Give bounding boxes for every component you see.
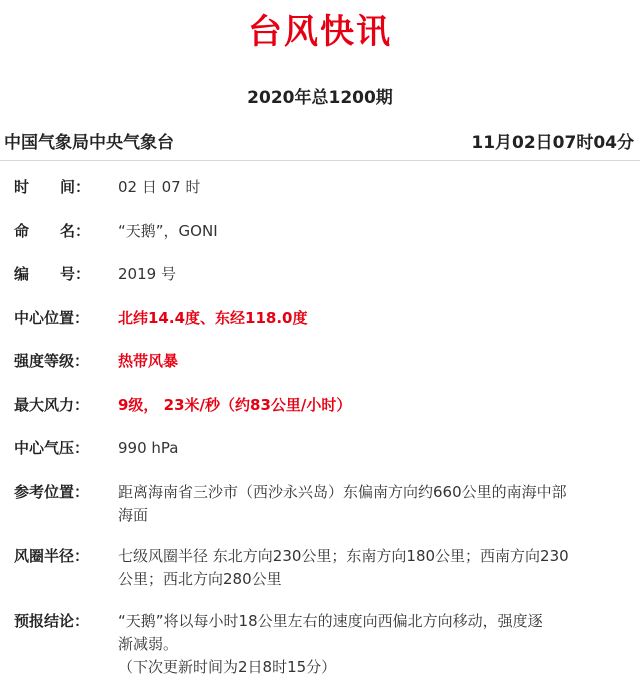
- center-position-value: 北纬14.4度、东经118.0度: [118, 309, 308, 327]
- name-label-b: 名：: [59, 222, 90, 240]
- name-value: “天鹅”，GONI: [118, 222, 218, 240]
- reference-position-line1: 距离海南省三沙市（西沙永兴岛）东偏南方向约660公里的南海中部: [118, 483, 567, 501]
- wind-radius-line2: 公里；西北方向280公里: [118, 570, 282, 588]
- intensity-label: 强度等级：: [14, 352, 90, 370]
- forecast-line1: “天鹅”将以每小时18公里左右的速度向西偏北方向移动，强度逐: [118, 612, 543, 630]
- wind-radius-value: [118, 545, 618, 591]
- center-pressure-label: 中心气压：: [14, 439, 90, 457]
- forecast-next-update: （下次更新时间为2日8时15分）: [118, 658, 337, 676]
- meta-row: [4, 131, 634, 155]
- center-pressure-value: 990 hPa: [118, 439, 179, 457]
- name-label: [14, 220, 90, 243]
- reference-position-label: 参考位置：: [14, 483, 90, 501]
- reference-position-line2: 海面: [118, 506, 149, 524]
- number-label-a: 编: [14, 265, 30, 283]
- max-wind-value: 9级， 23米/秒（约83公里/小时）: [118, 396, 352, 414]
- forecast-label: 预报结论：: [14, 612, 90, 630]
- divider: [0, 160, 640, 161]
- number-value: 2019 号: [118, 265, 176, 283]
- issue-number: 2020年总1200期: [247, 88, 393, 108]
- wind-radius-label: 风圈半径：: [14, 547, 90, 565]
- page-title: 台风快讯: [248, 12, 392, 52]
- forecast-value: [118, 610, 618, 679]
- name-label-a: 命: [14, 222, 30, 240]
- wind-radius-line1: 七级风圈半径 东北方向230公里；东南方向180公里；西南方向230: [118, 547, 569, 565]
- agency-name: 中国气象局中央气象台: [4, 133, 174, 153]
- forecast-line2: 渐减弱。: [118, 635, 179, 653]
- number-label-b: 号：: [59, 265, 90, 283]
- time-label-a: 时: [14, 178, 30, 196]
- time-label: [14, 176, 90, 199]
- reference-position-value: [118, 481, 618, 527]
- time-label-b: 间：: [59, 178, 90, 196]
- intensity-value: 热带风暴: [118, 352, 179, 370]
- publish-datetime: 11月02日07时04分: [471, 133, 634, 153]
- time-value: 02 日 07 时: [118, 178, 201, 196]
- center-position-label: 中心位置：: [14, 309, 90, 327]
- number-label: [14, 263, 90, 286]
- max-wind-label: 最大风力：: [14, 396, 90, 414]
